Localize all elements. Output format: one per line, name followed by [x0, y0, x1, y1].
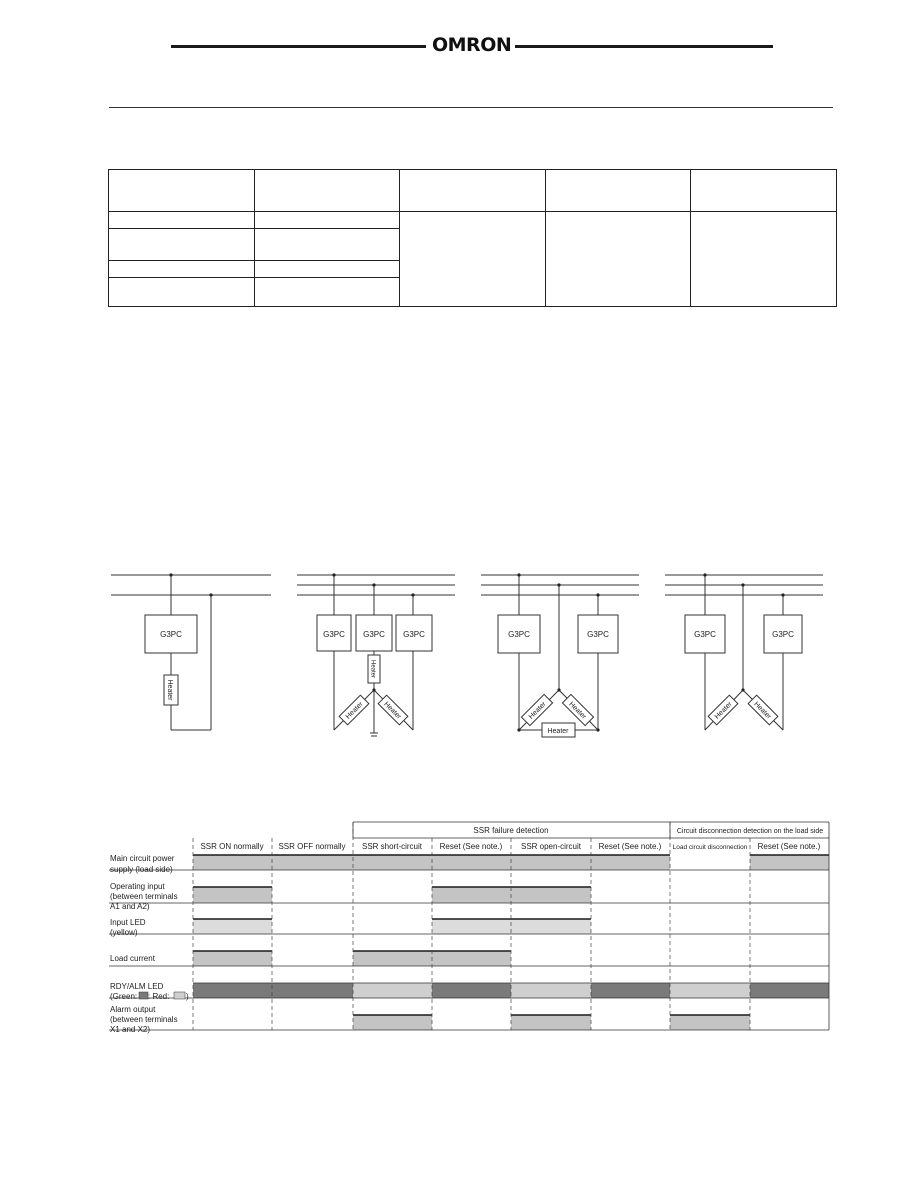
row-label-alarm-output: X1 and X2) — [110, 1025, 151, 1034]
legend-red-swatch — [174, 992, 185, 999]
table-cell — [691, 212, 837, 307]
row-label-main-power: Main circuit power — [110, 854, 175, 863]
heater-label: Heater — [382, 700, 403, 721]
table-header-row — [109, 170, 837, 212]
timing-chart — [0, 815, 918, 1040]
row-label-rdy-alm-led: ) — [186, 992, 189, 1001]
table-cell — [254, 212, 400, 229]
wiring-diagrams — [0, 560, 918, 750]
row-label-alarm-output: Alarm output — [110, 1005, 156, 1014]
heater-label: Heater — [344, 700, 365, 721]
heater-label: Heater — [527, 700, 548, 721]
row-label-main-power: supply (load side) — [110, 865, 173, 874]
wiring-three-phase-star-neutral — [297, 575, 455, 736]
table-cell — [400, 170, 546, 212]
operating-input-bar — [432, 887, 591, 903]
ssr-label: G3PC — [403, 630, 425, 639]
table-cell — [254, 170, 400, 212]
heater-label: Heater — [752, 700, 773, 721]
row-label-rdy-alm-led: : Red: — [148, 992, 170, 1001]
column-header: Reset (See note.) — [439, 842, 503, 851]
row-label-input-led: (yellow) — [110, 928, 138, 937]
row-label-alarm-output: (between terminals — [110, 1015, 178, 1024]
heater-label: Heater — [369, 659, 376, 679]
wiring-three-phase-delta — [481, 575, 639, 737]
header-rule-right — [515, 45, 773, 48]
table-cell — [109, 229, 255, 260]
heater-label: Heater — [713, 700, 734, 721]
ssr-label: G3PC — [587, 630, 609, 639]
row-label-rdy-alm-led: (Green: — [110, 992, 138, 1001]
column-header: SSR short-circuit — [361, 842, 423, 851]
table-cell — [254, 277, 400, 306]
table-cell — [254, 229, 400, 260]
column-header: Load circuit disconnection — [672, 844, 748, 851]
table-cell — [545, 170, 691, 212]
ssr-label: G3PC — [508, 630, 530, 639]
ssr-label: G3PC — [694, 630, 716, 639]
table-cell — [109, 212, 255, 229]
legend-green-swatch — [139, 992, 148, 999]
table-row — [109, 212, 837, 229]
rdy-alm-led-bar — [193, 983, 353, 998]
table-cell — [109, 170, 255, 212]
table-cell — [400, 212, 546, 307]
group-header-ssr-failure: SSR failure detection — [473, 826, 549, 835]
rdy-alm-led-bar — [750, 983, 829, 998]
table-cell — [545, 212, 691, 307]
header-rule-left — [171, 45, 426, 48]
row-label-operating-input: (between terminals — [110, 892, 178, 901]
row-label-operating-input: Operating input — [110, 882, 165, 891]
heater-label: Heater — [567, 700, 588, 721]
heater-label: Heater — [166, 679, 173, 701]
table-cell — [109, 277, 255, 306]
table-cell — [254, 260, 400, 277]
row-label-input-led: Input LED — [110, 918, 146, 927]
alarm-output-bar — [511, 1015, 591, 1030]
section-rule — [109, 107, 833, 108]
ssr-label: G3PC — [160, 630, 182, 639]
table-cell — [691, 170, 837, 212]
column-header: SSR open-circuit — [520, 842, 582, 851]
omron-logo: OMRON — [432, 34, 512, 56]
rdy-alm-led-bar — [591, 983, 670, 998]
row-label-load-current: Load current — [110, 954, 155, 963]
operating-input-bar — [193, 887, 272, 903]
table-cell — [109, 260, 255, 277]
rdy-alm-led-bar — [511, 983, 591, 998]
rdy-alm-led-bar — [432, 983, 511, 998]
heater-label: Heater — [547, 728, 569, 735]
ssr-label: G3PC — [772, 630, 794, 639]
group-header-circuit-disconnection: Circuit disconnection detection on the load side — [676, 828, 824, 835]
wiring-single-phase — [111, 575, 271, 730]
row-label-rdy-alm-led: RDY/ALM LED — [110, 982, 164, 991]
rdy-alm-led-bar — [353, 983, 432, 998]
power-supply-bar — [750, 855, 829, 870]
column-header: Reset (See note.) — [757, 842, 821, 851]
wiring-three-phase-v — [665, 575, 823, 730]
alarm-output-bar — [353, 1015, 432, 1030]
ssr-label: G3PC — [323, 630, 345, 639]
alarm-output-bar — [670, 1015, 750, 1030]
spec-table — [108, 169, 837, 307]
column-header: SSR OFF normally — [278, 842, 346, 851]
row-label-operating-input: A1 and A2) — [110, 902, 150, 911]
rdy-alm-led-bar — [670, 983, 750, 998]
input-led-bar — [432, 919, 591, 934]
ssr-label: G3PC — [363, 630, 385, 639]
power-supply-bar — [193, 855, 670, 870]
column-header: Reset (See note.) — [598, 842, 662, 851]
column-header: SSR ON normally — [200, 842, 264, 851]
load-current-bar — [193, 951, 272, 966]
input-led-bar — [193, 919, 272, 934]
